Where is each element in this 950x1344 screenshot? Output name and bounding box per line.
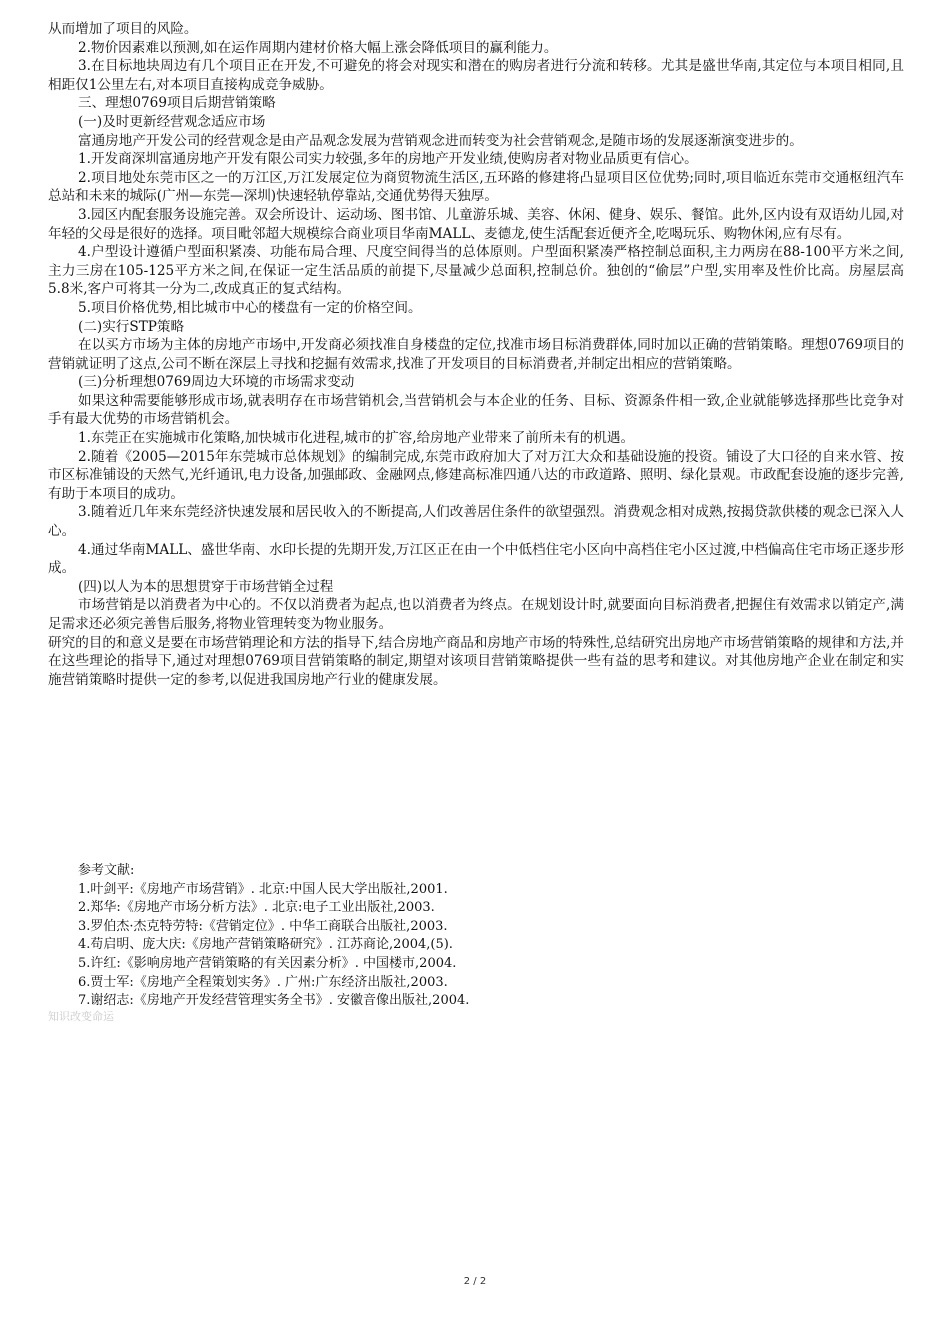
paragraph: 2.随着《2005—2015年东莞城市总体规划》的编制完成,东莞市政府加大了对万江大众和基础设施的投资。铺设了大口径的自来水管、按市区标准铺设的天然气,光纤通讯,电力设备,加强邮政、金融网点,修建高标准四通八达的市政道路、照明、绿化景观。市政配套设施的逐步完善,有助于本项目的成功。	[48, 448, 904, 502]
paragraph: 1.东莞正在实施城市化策略,加快城市化进程,城市的扩容,给房地产业带来了前所未有的机遇。	[78, 430, 635, 447]
body-text	[48, 20, 904, 689]
paragraph: 3.随着近几年来东莞经济快速发展和居民收入的不断提高,人们改善居住条件的欲望强烈。消费观念相对成熟,按揭贷款供楼的观念已深入人心。	[48, 504, 904, 540]
paragraph: 1.开发商深圳富通房地产开发有限公司实力较强,多年的房地产开发业绩,使购房者对物业品质更有信心。	[78, 151, 698, 168]
reference-item: 7.谢绍志:《房地产开发经营管理实务全书》. 安徽音像出版社,2004.	[78, 993, 470, 1009]
paragraph: 如果这种需要能够形成市场,就表明存在市场营销机会,当营销机会与本企业的任务、目标、资源条件相一致,企业就能够选择那些比竞争对手有最大优势的市场营销机会。	[48, 392, 904, 428]
paragraph: 5.项目价格优势,相比城市中心的楼盘有一定的价格空间。	[78, 299, 422, 316]
watermark: 知识改变命运	[48, 1010, 114, 1023]
paragraph: 3.园区内配套服务设施完善。双会所设计、运动场、图书馆、儿童游乐城、美容、休闲、健身、娱乐、餐馆。此外,区内设有双语幼儿园,对年轻的父母是很好的选择。项目毗邻超大规模综合商业项目华南MALL、麦德龙,使生活配套近便齐全,吃喝玩乐、购物休闲,应有尽有。	[48, 206, 904, 242]
paragraph: (二)实行STP策略	[78, 318, 185, 335]
reference-item: 6.贾士军:《房地产全程策划实务》. 广州:广东经济出版社,2003.	[78, 974, 448, 990]
paragraph: 市场营销是以消费者为中心的。不仅以消费者为起点,也以消费者为终点。在规划设计时,就要面向目标消费者,把握住有效需求以销定产,满足需求还必须完善售后服务,将物业管理转变为物业服务。	[48, 597, 904, 632]
paragraph: 2.项目地处东莞市区之一的万江区,万江发展定位为商贸物流生活区,五环路的修建将凸显项目区位优势;同时,项目临近东莞市交通枢纽汽车总站和未来的城际(广州—东莞—深圳)快速轻轨停靠站,交通优势得天独厚。	[48, 169, 904, 205]
paragraph: 4.通过华南MALL、盛世华南、水印长提的先期开发,万江区正在由一个中低档住宅小区向中高档住宅小区过渡,中档偏高住宅市场正逐步形成。	[48, 541, 904, 577]
paragraph: 研究的目的和意义是要在市场营销理论和方法的指导下,结合房地产商品和房地产市场的特殊性,总结研究出房地产市场营销策略的规律和方法,并在这些理论的指导下,通过对理想0769项目营销策略的制定,期望对该项目营销策略提供一些有益的思考和建议。对其他房地产企业在制定和实施营销策略时提供一定的参考,以促进我国房地产行业的健康发展。	[48, 634, 904, 688]
references	[78, 862, 838, 1011]
paragraph: (四)以人为本的思想贯穿于市场营销全过程	[78, 578, 334, 595]
paragraph: 从而增加了项目的风险。	[48, 21, 198, 37]
reference-item: 4.苟启明、庞大庆:《房地产营销策略研究》. 江苏商论,2004,(5).	[78, 937, 453, 953]
paragraph: 富通房地产开发公司的经营观念是由产品观念发展为营销观念进而转变为社会营销观念,是随市场的发展逐渐演变进步的。	[78, 132, 803, 149]
paragraph: 三、理想0769项目后期营销策略	[78, 95, 276, 112]
paragraph: (一)及时更新经营观念适应市场	[78, 113, 266, 130]
reference-list	[78, 881, 838, 1011]
paragraph: (三)分析理想0769周边大环境的市场需求变动	[78, 374, 355, 391]
reference-item: 1.叶剑平:《房地产市场营销》. 北京:中国人民大学出版社,2001.	[78, 881, 448, 897]
references-heading: 参考文献:	[78, 863, 135, 878]
page-number: 2 / 2	[463, 1276, 487, 1287]
paragraph: 4.户型设计遵循户型面积紧凑、功能布局合理、尺度空间得当的总体原则。户型面积紧凑严格控制总面积,主力两房在88-100平方米之间,主力三房在105-125平方米之间,在保证一定生活品质的前提下,尽量减少总面积,控制总价。独创的“偷层”户型,实用率及性价比高。房屋层高5.8米,客户可将其一分为二,改成真正的复式结构。	[48, 244, 904, 298]
reference-item: 5.许红:《影响房地产营销策略的有关因素分析》. 中国楼市,2004.	[78, 955, 457, 971]
reference-item: 3.罗伯杰·杰克特劳特:《营销定位》. 中华工商联合出版社,2003.	[78, 918, 448, 934]
paragraph: 2.物价因素难以预测,如在运作周期内建材价格大幅上涨会降低项目的赢利能力。	[78, 39, 558, 56]
reference-item: 2.郑华:《房地产市场分析方法》. 北京:电子工业出版社,2003.	[78, 900, 435, 916]
paragraph: 3.在目标地块周边有几个项目正在开发,不可避免的将会对现实和潜在的购房者进行分流和转移。尤其是盛世华南,其定位与本项目相同,且相距仅1公里左右,对本项目直接构成竞争威胁。	[48, 58, 904, 93]
paragraph: 在以买方市场为主体的房地产市场中,开发商必须找准自身楼盘的定位,找准市场目标消费群体,同时加以正确的营销策略。理想0769项目的营销就证明了这点,公司不断在深层上寻找和挖掘有效需求,找准了开发项目的目标消费者,并制定出相应的营销策略。	[48, 337, 904, 372]
